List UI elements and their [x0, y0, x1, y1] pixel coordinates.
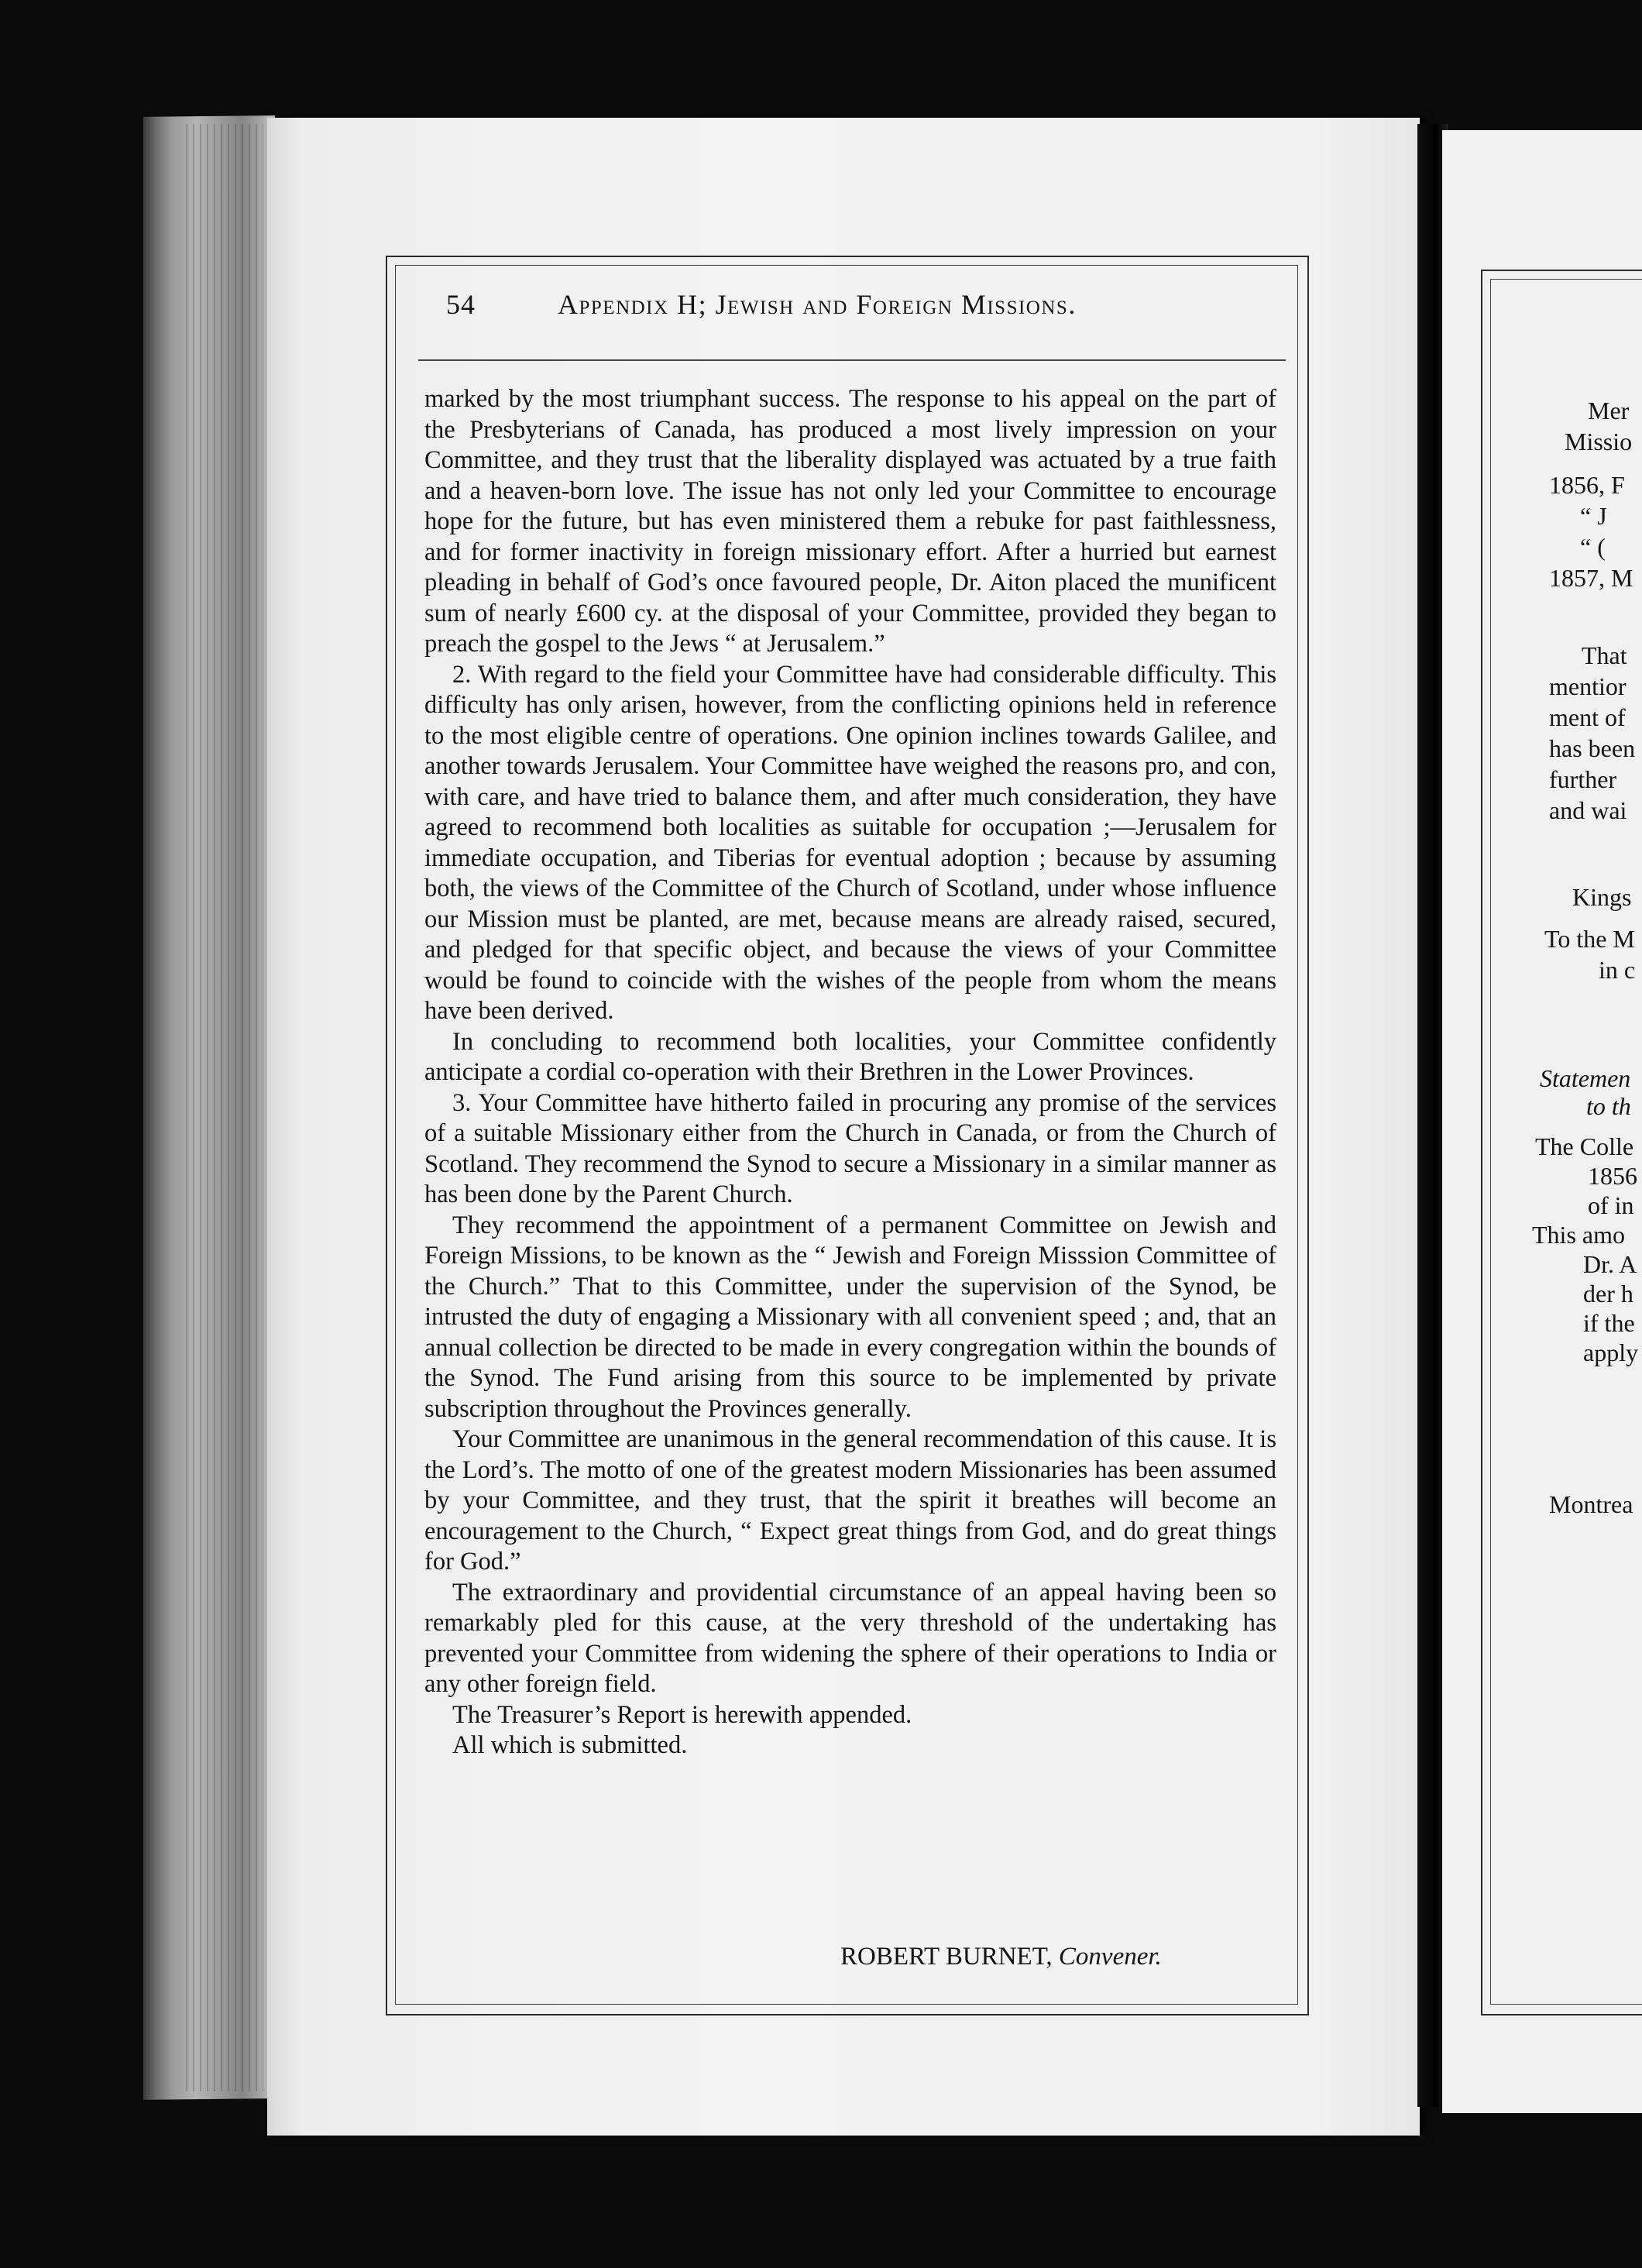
right-line: This amo: [1532, 1221, 1625, 1249]
running-head: Appendix H; Jewish and Foreign Missions.: [558, 289, 1077, 320]
signature-name: ROBERT BURNET,: [840, 1943, 1053, 1971]
right-line: Dr. A: [1583, 1250, 1637, 1278]
paragraph-3: In concluding to recommend both localities, your Committee confidently anticipate a cordial co-operation with their Brethren in the Lower Provinces.: [424, 1027, 1276, 1086]
right-line: further: [1549, 765, 1617, 793]
right-line: Statemen: [1540, 1064, 1631, 1092]
right-line: To the M: [1544, 925, 1635, 953]
right-line: The Colle: [1535, 1132, 1634, 1160]
paragraph-8: The Treasurer’s Report is herewith appended.: [452, 1700, 912, 1729]
right-line: of in: [1588, 1191, 1634, 1219]
paragraph-5: They recommend the appointment of a permanent Committee on Jewish and Foreign Missions, to be known as the “ Jewish and Foreign Misssion Committee of the Church.” That to this Committee, under the supervision of the Synod, be intrusted the duty of engaging a Missionary with all convenient speed ; and, that an annual collection be directed to be made in every congregation within the bounds of the Synod. The Fund arising from this source to be implemented by private subscription throughout the Provinces generally.: [424, 1211, 1276, 1423]
right-line: 1856: [1588, 1162, 1637, 1190]
right-line: to th: [1586, 1092, 1631, 1120]
right-line: “ (: [1580, 533, 1606, 561]
right-line: in c: [1599, 956, 1636, 984]
right-line: ment of: [1549, 703, 1626, 731]
right-line: Mer: [1588, 397, 1630, 424]
header-rule: [418, 359, 1286, 361]
paragraph-1: marked by the most triumphant success. The response to his appeal on the part of the Presbyterians of Canada, has produced a most lively impression on your Committee, and they trust that the liberality displayed was actuated by a true faith and a heaven-born love. The issue has not only led your Committee to encourage hope for the future, but has even ministered them a rebuke for past faithlessness, and for former inactivity in foreign missionary effort. After a hurried but earnest pleading in behalf of God’s once favoured people, Dr. Aiton placed the munificent sum of nearly £600 cy. at the disposal of your Committee, provided they began to preach the gospel to the Jews “ at Jerusalem.”: [424, 385, 1276, 658]
signature-role: Convener.: [1058, 1943, 1162, 1971]
right-line: Missio: [1565, 428, 1633, 455]
right-line: der h: [1583, 1280, 1633, 1308]
paragraph-9: All which is submitted.: [452, 1731, 688, 1759]
right-line: apply: [1583, 1338, 1639, 1366]
right-line: mentior: [1549, 672, 1627, 700]
right-line: has been: [1549, 734, 1636, 762]
right-line: and wai: [1549, 796, 1627, 824]
page-edge-lines: [186, 124, 263, 2091]
right-line: “ J: [1580, 502, 1607, 530]
right-line: Montrea: [1549, 1490, 1633, 1518]
right-line: if the: [1583, 1309, 1635, 1337]
right-line: 1856, F: [1549, 471, 1625, 499]
signature: [840, 1943, 1162, 1971]
right-line: That: [1582, 641, 1627, 669]
page-number: 54: [446, 289, 476, 320]
paragraph-4: 3. Your Committee have hitherto failed in procuring any promise of the services of a suitable Missionary either from the Church in Canada, or from the Church of Scotland. They recommend the Synod to secure a Missionary in a similar manner as has been done by the Parent Church.: [424, 1088, 1276, 1208]
paragraph-6: Your Committee are unanimous in the general recommendation of this cause. It is the Lord’s. The motto of one of the greatest modern Missionaries has been assumed by your Committee, and they trust, that the spirit it breathes will become an encouragement to the Church, “ Expect great things from God, and do great things for God.”: [424, 1425, 1276, 1576]
body-text: [424, 384, 1276, 1761]
paragraph-2: 2. With regard to the field your Committee have had considerable difficulty. This difficulty has only arisen, however, from the conflicting opinions held in reference to the most eligible centre of operations. One opinion inclines towards Galilee, and another towards Jerusalem. Your Committee have weighed the reasons pro, and con, with care, and have tried to balance them, and after much consideration, they have agreed to recommend both localities as suitable for occupation ;—Jerusalem for immediate occupation, and Tiberias for eventual adoption ; because by assuming both, the views of the Committee of the Church of Scotland, under whose influence our Mission must be planted, are met, because means are already raised, secured, and pledged for that specific object, and because the views of your Committee would be found to coincide with the wishes of the people from whom the means have been derived.: [424, 660, 1276, 1025]
right-line: 1857, M: [1549, 564, 1633, 592]
right-line: Kings: [1572, 883, 1632, 911]
paragraph-7: The extraordinary and providential circumstance of an appeal having been so remarkably pled for this cause, at the very threshold of the undertaking has prevented your Committee from widening the sphere of their operations to India or any other foreign field.: [424, 1578, 1276, 1698]
